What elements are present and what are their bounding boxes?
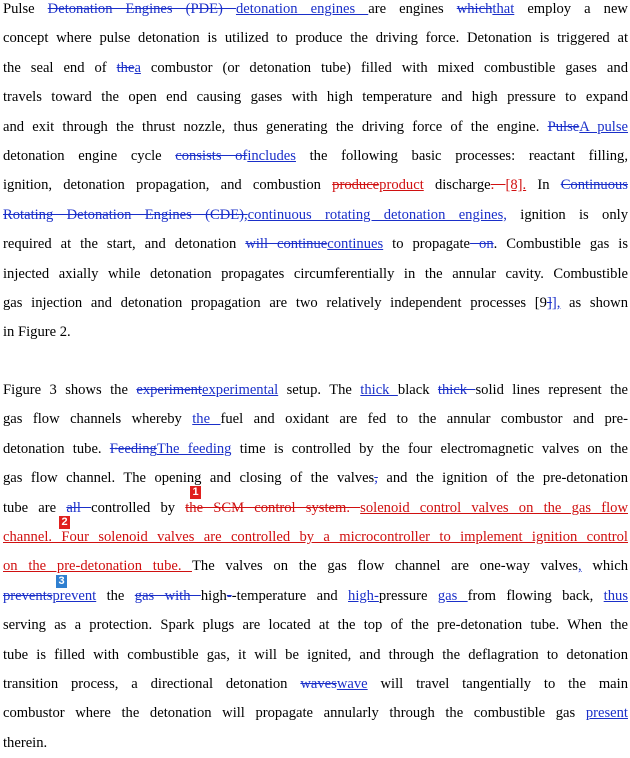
text-line [3, 260, 628, 289]
text-line [3, 318, 628, 347]
tracked-deletion: thick [437, 382, 476, 398]
text-line [3, 699, 628, 728]
text-line [3, 494, 628, 523]
tracked-insertion: that [492, 1, 515, 17]
text-run: fuel and oxidant are fed to the annular combustor and pre- [220, 411, 628, 428]
tracked-deletion: experiment [136, 382, 202, 398]
tracked-deletion: Continuous [560, 177, 628, 194]
text-run: setup. The [278, 382, 361, 398]
text-run: pressure [378, 587, 438, 604]
text-run: gas injection and detonation propagation are two relatively independent processes [9 [3, 294, 547, 311]
text-line [3, 729, 628, 758]
tracked-deletion: prevents [3, 587, 53, 604]
tracked-insertion: The feeding [156, 440, 232, 457]
tracked-deletion: waves [300, 675, 337, 692]
text-run: discharge [423, 177, 491, 194]
text-run: controlled by [91, 499, 186, 516]
tracked-deletion: ] [546, 294, 552, 311]
tracked-insertion: continuous rotating detonation engines, [247, 206, 507, 223]
tracked-deletion: - [226, 587, 232, 604]
text-line [3, 435, 628, 464]
text-run: therein. [3, 734, 48, 751]
text-run: required at the start, and detonation [3, 236, 246, 253]
tracked-deletion: which [456, 1, 493, 17]
comment-marker-3[interactable]: 3 [56, 575, 67, 588]
text-line [3, 405, 628, 434]
text-line [3, 523, 628, 552]
tracked-deletion: Feeding [109, 440, 157, 457]
text-line [3, 582, 628, 611]
tracked-deletion: the [116, 59, 135, 76]
text-line [3, 171, 628, 200]
text-line [3, 113, 628, 142]
tracked-insertion: thus [603, 587, 628, 604]
text-run: detonation engine cycle [3, 147, 176, 164]
text-line [3, 464, 628, 493]
text-run: injected axially while detonation propagates circumferentially in the annular cavity. Combustible [3, 265, 628, 282]
tracked-insertion: present [585, 705, 628, 722]
comment-marker-2[interactable]: 2 [59, 516, 70, 529]
tracked-insertion: includes [247, 147, 296, 164]
text-run: solid lines represent the [475, 382, 628, 398]
tracked-insertion: a [134, 59, 141, 76]
tracked-insertion: continues [327, 236, 384, 253]
text-run: to propagate [383, 236, 471, 253]
text-run: concept where pulse detonation is utilized to produce the driving force. Detonation is triggered at [3, 30, 628, 47]
text-run: black [397, 382, 438, 398]
text-run: gas flow channels whereby [3, 411, 193, 428]
tracked-deletion: the SCM control system. [185, 499, 361, 516]
text-run: in Figure 2. [3, 324, 71, 341]
text-run: from flowing back, [467, 587, 604, 604]
tracked-insertion: experimental [202, 382, 279, 398]
text-run: the seal end of [3, 59, 117, 76]
tracked-deletion: . [490, 177, 506, 194]
tracked-deletion: will continue [245, 236, 328, 253]
paragraph-1 [3, 0, 628, 348]
text-run: which [581, 558, 628, 575]
text-run: serving as a protection. Spark plugs are located at the top of the pre-detonation tube. When the [3, 617, 628, 634]
text-run: high [200, 587, 227, 604]
text-run: Figure 3 shows the [3, 382, 137, 398]
tracked-deletion: Pulse [547, 118, 580, 135]
tracked-deletion: produce [332, 177, 380, 194]
tracked-deletion: , [374, 470, 378, 487]
tracked-insertion: ], [551, 294, 561, 311]
text-run: travels toward the open end causing gases with high temperature and high pressure to expand [3, 89, 628, 106]
tracked-deletion: on [470, 236, 494, 253]
comment-marker-1[interactable]: 1 [190, 486, 201, 499]
text-line [3, 83, 628, 112]
text-line [3, 142, 628, 171]
tracked-insertion: , [577, 558, 582, 575]
text-line [3, 611, 628, 640]
tracked-insertion: solenoid control valves on the gas flow [360, 499, 628, 516]
text-run: the following basic processes: reactant filling, [295, 147, 628, 164]
text-run: . Combustible gas is [493, 236, 628, 253]
text-line [3, 552, 628, 581]
text-run: transition process, a directional detonation [3, 675, 301, 692]
text-run: gas flow channel. The opening and closing of the valves [3, 470, 375, 487]
text-run: -temperature and [231, 587, 349, 604]
text-line [3, 641, 628, 670]
tracked-insertion: on the pre-detonation tube. [3, 558, 192, 575]
text-run: In [526, 177, 561, 194]
text-run: employ a new [514, 1, 628, 17]
tracked-insertion: product [379, 177, 424, 194]
text-run: as shown [560, 294, 628, 311]
text-line [3, 54, 628, 83]
text-line [3, 24, 628, 53]
text-line [3, 289, 628, 318]
text-line [3, 376, 628, 405]
tracked-insertion: wave [336, 675, 368, 692]
text-run: and exit through the thrust nozzle, thus generating the driving force of the engine. [3, 118, 548, 135]
tracked-insertion: high- [348, 587, 379, 604]
text-run: combustor (or detonation tube) filled with mixed combustible gases and [140, 59, 628, 76]
tracked-insertion: gas [437, 587, 468, 604]
tracked-insertion: detonation engines [235, 1, 369, 17]
text-line [3, 230, 628, 259]
text-run: are engines [368, 1, 457, 17]
text-run: the [96, 587, 135, 604]
text-line [3, 201, 628, 230]
text-run: combustor where the detonation will propagate annularly through the combustible gas [3, 705, 586, 722]
text-run: and the ignition of the pre-detonation [377, 470, 628, 487]
tracked-deletion: Detonation Engines (PDE) [47, 1, 236, 17]
tracked-insertion: the [192, 411, 221, 428]
text-line [3, 0, 628, 24]
text-run: ignition, detonation propagation, and combustion [3, 177, 333, 194]
text-run: will travel tangentially to the main [367, 675, 629, 692]
text-line [3, 670, 628, 699]
tracked-insertion: [8]. [505, 177, 527, 194]
tracked-insertion: channel. Four solenoid valves are controlled by a microcontroller to implement ignition control [3, 528, 628, 545]
tracked-deletion: all [66, 499, 92, 516]
paragraph-2 [3, 376, 628, 758]
tracked-deletion: gas with [134, 587, 201, 604]
tracked-insertion: prevent [52, 587, 97, 604]
text-run: tube is filled with combustible gas, it will be ignited, and through the deflagration to detonation [3, 646, 628, 663]
text-run: time is controlled by the four electromagnetic valves on the [231, 440, 628, 457]
text-run: ignition is only [506, 206, 629, 223]
tracked-insertion: A pulse [579, 118, 629, 135]
text-run: detonation tube. [3, 440, 110, 457]
text-run: tube are [3, 499, 67, 516]
text-run: The valves on the gas flow channel are one-way valves [191, 558, 578, 575]
tracked-insertion: thick [360, 382, 398, 398]
tracked-deletion: Rotating Detonation Engines (CDE), [3, 206, 248, 223]
text-run: Pulse [3, 1, 48, 17]
tracked-deletion: consists of [175, 147, 248, 164]
